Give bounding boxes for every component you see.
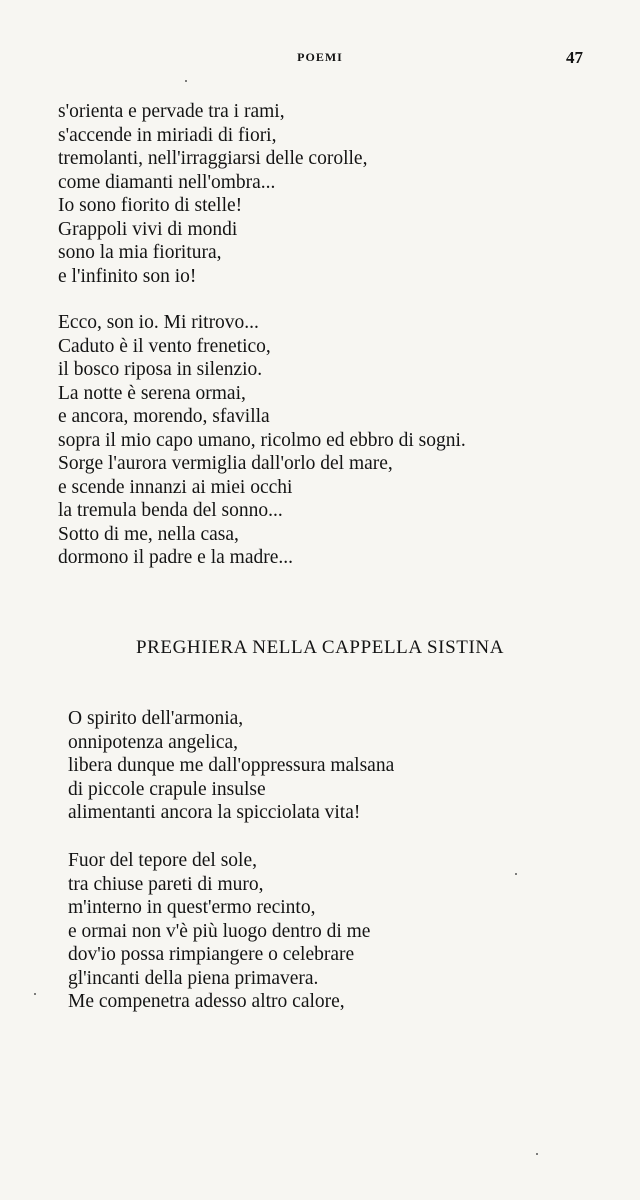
- verse-line: alimentanti ancora la spicciolata vita!: [68, 802, 361, 823]
- verse-line: Fuor del tepore del sole,: [68, 850, 257, 871]
- verse-line: dov'io possa rimpiangere o celebrare: [68, 944, 355, 965]
- stanza: [58, 100, 367, 288]
- verse-line: e l'infinito son io!: [58, 265, 197, 287]
- verse-line: di piccole crapule insulse: [68, 778, 266, 800]
- verse-line: Ecco, son io. Mi ritrovo...: [58, 312, 259, 333]
- stanza: [68, 707, 394, 825]
- verse-line: gl'incanti della piena primavera.: [68, 967, 319, 989]
- paper-speck: [185, 80, 187, 82]
- verse-line: libera dunque me dall'oppressura malsana: [68, 755, 395, 776]
- verse-line: e scende innanzi ai miei occhi: [58, 476, 293, 498]
- verse-line: m'interno in quest'ermo recinto,: [68, 897, 316, 918]
- verse-line: Grappoli vivi di mondi: [58, 218, 238, 240]
- verse-line: la tremula benda del sonno...: [58, 500, 283, 521]
- running-head: POEMI: [297, 50, 343, 64]
- verse-line: tremolanti, nell'irraggiarsi delle corolle,: [58, 148, 368, 169]
- verse-line: O spirito dell'armonia,: [68, 708, 244, 729]
- verse-line: e ancora, morendo, sfavilla: [58, 406, 270, 427]
- page-number: 47: [566, 48, 583, 67]
- paper-speck: [515, 873, 517, 875]
- verse-line: s'orienta e pervade tra i rami,: [58, 101, 285, 122]
- verse-line: come diamanti nell'ombra...: [58, 171, 276, 193]
- verse-line: sono la mia fioritura,: [58, 242, 222, 263]
- verse-line: tra chiuse pareti di muro,: [68, 873, 264, 895]
- stanza: [58, 311, 466, 570]
- verse-line: il bosco riposa in silenzio.: [58, 359, 263, 380]
- verse-line: onnipotenza angelica,: [68, 731, 239, 753]
- verse-line: Sotto di me, nella casa,: [58, 523, 239, 545]
- verse-line: Me compenetra adesso altro calore,: [68, 991, 345, 1012]
- verse-line: La notte è serena ormai,: [58, 382, 246, 404]
- verse-line: Caduto è il vento frenetico,: [58, 335, 271, 357]
- stanza: [68, 849, 370, 1014]
- paper-speck: [536, 1153, 538, 1155]
- verse-line: Sorge l'aurora vermiglia dall'orlo del mare,: [58, 453, 393, 474]
- verse-line: e ormai non v'è più luogo dentro di me: [68, 920, 371, 942]
- verse-line: Io sono fiorito di stelle!: [58, 195, 243, 216]
- verse-line: sopra il mio capo umano, ricolmo ed ebbro di sogni.: [58, 429, 466, 451]
- poem-title: PREGHIERA NELLA CAPPELLA SISTINA: [135, 637, 505, 658]
- paper-speck: [34, 993, 36, 995]
- verse-line: dormono il padre e la madre...: [58, 547, 293, 568]
- verse-line: s'accende in miriadi di fiori,: [58, 124, 277, 146]
